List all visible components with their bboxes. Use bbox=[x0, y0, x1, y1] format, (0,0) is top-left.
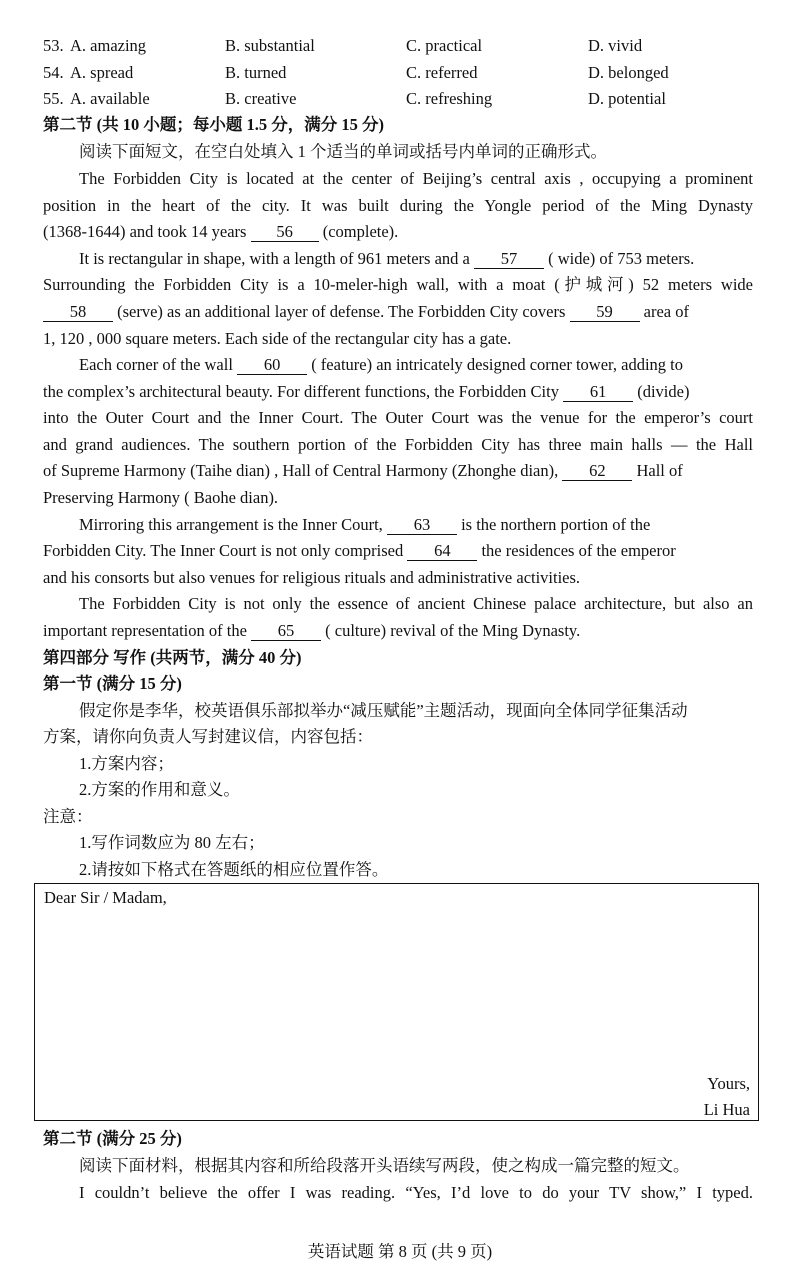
passage-line: position in the heart of the city. It was built during the Yongle period of the Ming Dynasty bbox=[43, 196, 753, 215]
note-item: 1.写作词数应为 80 左右； bbox=[79, 833, 265, 852]
option-c: C. referred bbox=[406, 63, 478, 82]
blank-65[interactable]: 65 bbox=[251, 622, 321, 641]
passage-line: The Forbidden City is located at the center of Beijing’s central axis , occupying a prominent bbox=[79, 169, 753, 188]
option-b: B. creative bbox=[225, 89, 297, 108]
passage-line: Preserving Harmony ( Baohe dian). bbox=[43, 488, 279, 507]
blank-64[interactable]: 64 bbox=[407, 542, 477, 561]
continuation-prompt: 阅读下面材料，根据其内容和所给段落开头语续写两段，使之构成一篇完整的短文。 bbox=[79, 1156, 690, 1175]
blank-61[interactable]: 61 bbox=[563, 383, 633, 402]
question-number: 53. bbox=[43, 36, 64, 55]
passage-line: important representation of the 65 ( culture) revival of the Ming Dynasty. bbox=[43, 621, 581, 640]
passage-line: of Supreme Harmony (Taihe dian) , Hall of Central Harmony (Zhonghe dian), 62 Hall of bbox=[43, 461, 683, 480]
option-a: A. amazing bbox=[70, 36, 147, 55]
option-d: D. potential bbox=[588, 89, 666, 108]
passage-line: Surrounding the Forbidden City is a 10-meler-high wall, with a moat (护城河) 52 meters wide bbox=[43, 275, 753, 294]
note-item: 2.请按如下格式在答题纸的相应位置作答。 bbox=[79, 860, 389, 879]
continuation-text: I couldn’t believe the offer I was reading. “Yes, I’d love to do your TV show,” I typed. bbox=[79, 1183, 753, 1202]
passage-line: Mirroring this arrangement is the Inner Court, 63 is the northern portion of the bbox=[79, 515, 651, 534]
section2-instruction: 阅读下面短文，在空白处填入 1 个适当的单词或括号内单词的正确形式。 bbox=[79, 142, 607, 161]
requirement-item: 2.方案的作用和意义。 bbox=[79, 780, 240, 799]
blank-60[interactable]: 60 bbox=[237, 356, 307, 375]
option-a: A. spread bbox=[70, 63, 134, 82]
requirement-item: 1.方案内容； bbox=[79, 754, 174, 773]
letter-greeting: Dear Sir / Madam, bbox=[44, 888, 167, 907]
part4-heading: 第四部分 写作 (共两节，满分 40 分) bbox=[43, 648, 302, 667]
option-b: B. turned bbox=[225, 63, 287, 82]
question-number: 55. bbox=[43, 89, 64, 108]
option-c: C. practical bbox=[406, 36, 483, 55]
blank-63[interactable]: 63 bbox=[387, 516, 457, 535]
passage-line: It is rectangular in shape, with a length of 961 meters and a 57 ( wide) of 753 meters. bbox=[79, 249, 695, 268]
passage-line: and his consorts but also venues for religious rituals and administrative activities. bbox=[43, 568, 581, 587]
page-footer: 英语试题 第 8 页 (共 9 页) bbox=[307, 1242, 493, 1261]
writing-prompt-line: 方案，请你向负责人写封建议信，内容包括： bbox=[43, 727, 373, 746]
passage-line: The Forbidden City is not only the essence of ancient Chinese palace architecture, but also an bbox=[79, 594, 753, 613]
passage-line: 58 (serve) as an additional layer of defense. The Forbidden City covers 59 area of bbox=[43, 299, 753, 325]
option-a: A. available bbox=[70, 89, 150, 108]
passage-line: the complex’s architectural beauty. For different functions, the Forbidden City 61 (divide) bbox=[43, 382, 690, 401]
blank-57[interactable]: 57 bbox=[474, 250, 544, 269]
part4-section1-heading: 第一节 (满分 15 分) bbox=[43, 674, 182, 693]
passage-line: (1368-1644) and took 14 years 56 (complete). bbox=[43, 222, 399, 241]
question-number: 54. bbox=[43, 63, 64, 82]
passage-line: and grand audiences. The southern portion of the Forbidden City has three main halls — the Hall bbox=[43, 435, 753, 454]
writing-prompt-line: 假定你是李华，校英语俱乐部拟举办“减压赋能”主题活动，现面向全体同学征集活动 bbox=[79, 701, 688, 720]
blank-56[interactable]: 56 bbox=[251, 223, 319, 242]
option-d: D. belonged bbox=[588, 63, 669, 82]
passage-line: Each corner of the wall 60 ( feature) an intricately designed corner tower, adding to bbox=[79, 355, 683, 374]
passage-line: into the Outer Court and the Inner Court. The Outer Court was the venue for the emperor’s court bbox=[43, 408, 753, 427]
blank-59[interactable]: 59 bbox=[570, 303, 640, 322]
blank-62[interactable]: 62 bbox=[562, 462, 632, 481]
part4-section2-heading: 第二节 (满分 25 分) bbox=[43, 1129, 182, 1148]
letter-closing: Yours, bbox=[707, 1074, 750, 1093]
letter-answer-box[interactable] bbox=[34, 883, 759, 1121]
note-label: 注意： bbox=[43, 807, 93, 826]
passage-line: Forbidden City. The Inner Court is not only comprised 64 the residences of the emperor bbox=[43, 541, 676, 560]
passage-line: 1, 120 , 000 square meters. Each side of the rectangular city has a gate. bbox=[43, 329, 512, 348]
option-b: B. substantial bbox=[225, 36, 315, 55]
section2-heading: 第二节 (共 10 小题；每小题 1.5 分，满分 15 分) bbox=[43, 115, 384, 134]
option-d: D. vivid bbox=[588, 36, 643, 55]
option-c: C. refreshing bbox=[406, 89, 493, 108]
letter-signature: Li Hua bbox=[703, 1100, 750, 1119]
blank-58[interactable]: 58 bbox=[43, 303, 113, 322]
